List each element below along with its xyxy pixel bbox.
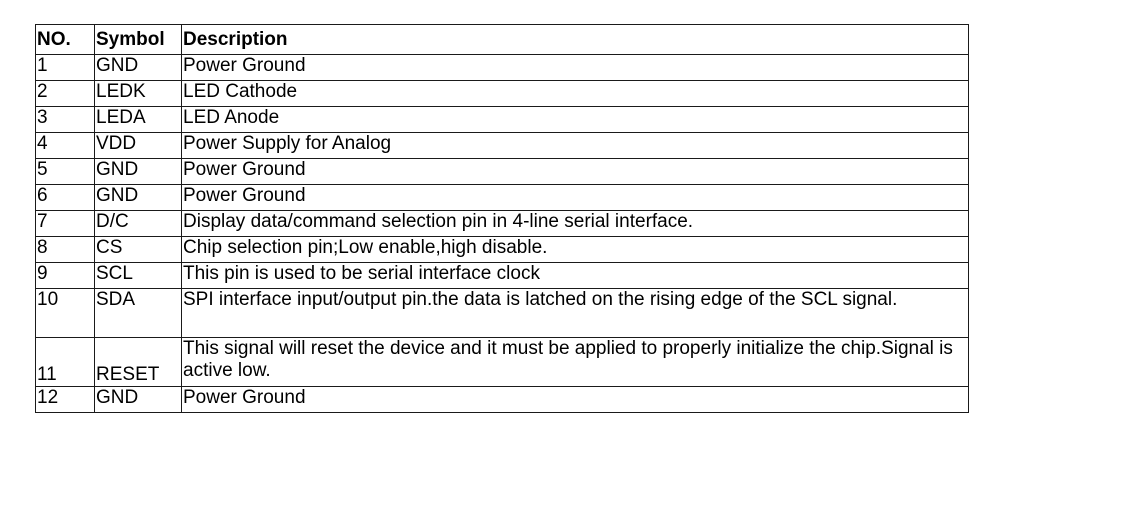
- pin-number: 10: [36, 289, 95, 338]
- table-row: [36, 185, 969, 211]
- pin-description: Power Ground: [182, 387, 969, 413]
- table-row: [36, 237, 969, 263]
- pin-number: 2: [36, 81, 95, 107]
- pin-description: Display data/command selection pin in 4-line serial interface.: [182, 211, 969, 237]
- pin-symbol: SCL: [95, 263, 182, 289]
- pin-number: 11: [36, 338, 95, 387]
- pin-description: This pin is used to be serial interface clock: [182, 263, 969, 289]
- pin-symbol: GND: [95, 55, 182, 81]
- pin-number: 1: [36, 55, 95, 81]
- header-no: NO.: [36, 25, 95, 55]
- table-row: [36, 133, 969, 159]
- pin-description: Power Ground: [182, 55, 969, 81]
- pin-symbol: GND: [95, 387, 182, 413]
- pin-description: This signal will reset the device and it must be applied to properly initialize the chip.Signal is active low.: [182, 338, 969, 387]
- header-symbol: Symbol: [95, 25, 182, 55]
- pin-symbol: D/C: [95, 211, 182, 237]
- pin-number: 5: [36, 159, 95, 185]
- pin-description: LED Anode: [182, 107, 969, 133]
- pin-symbol: LEDK: [95, 81, 182, 107]
- pin-symbol: VDD: [95, 133, 182, 159]
- table-header-row: [36, 25, 969, 55]
- table-row: [36, 55, 969, 81]
- table-row: [36, 387, 969, 413]
- pin-symbol: SDA: [95, 289, 182, 338]
- header-description: Description: [182, 25, 969, 55]
- table-row: [36, 107, 969, 133]
- pin-description-table: [35, 24, 969, 413]
- pin-description: SPI interface input/output pin.the data is latched on the rising edge of the SCL signal.: [182, 289, 969, 338]
- pin-number: 7: [36, 211, 95, 237]
- pin-symbol: LEDA: [95, 107, 182, 133]
- table-row: [36, 338, 969, 387]
- pin-description: Power Supply for Analog: [182, 133, 969, 159]
- pin-symbol: GND: [95, 159, 182, 185]
- pin-number: 9: [36, 263, 95, 289]
- pin-number: 12: [36, 387, 95, 413]
- table-row: [36, 211, 969, 237]
- table-row: [36, 81, 969, 107]
- pin-symbol: GND: [95, 185, 182, 211]
- pin-description: Chip selection pin;Low enable,high disable.: [182, 237, 969, 263]
- table-row: [36, 159, 969, 185]
- pin-description: Power Ground: [182, 185, 969, 211]
- pin-symbol: CS: [95, 237, 182, 263]
- pin-number: 8: [36, 237, 95, 263]
- pin-description: Power Ground: [182, 159, 969, 185]
- table-row: [36, 263, 969, 289]
- pin-number: 6: [36, 185, 95, 211]
- table-row: [36, 289, 969, 338]
- pin-number: 3: [36, 107, 95, 133]
- pin-symbol: RESET: [95, 338, 182, 387]
- pin-number: 4: [36, 133, 95, 159]
- pin-description: LED Cathode: [182, 81, 969, 107]
